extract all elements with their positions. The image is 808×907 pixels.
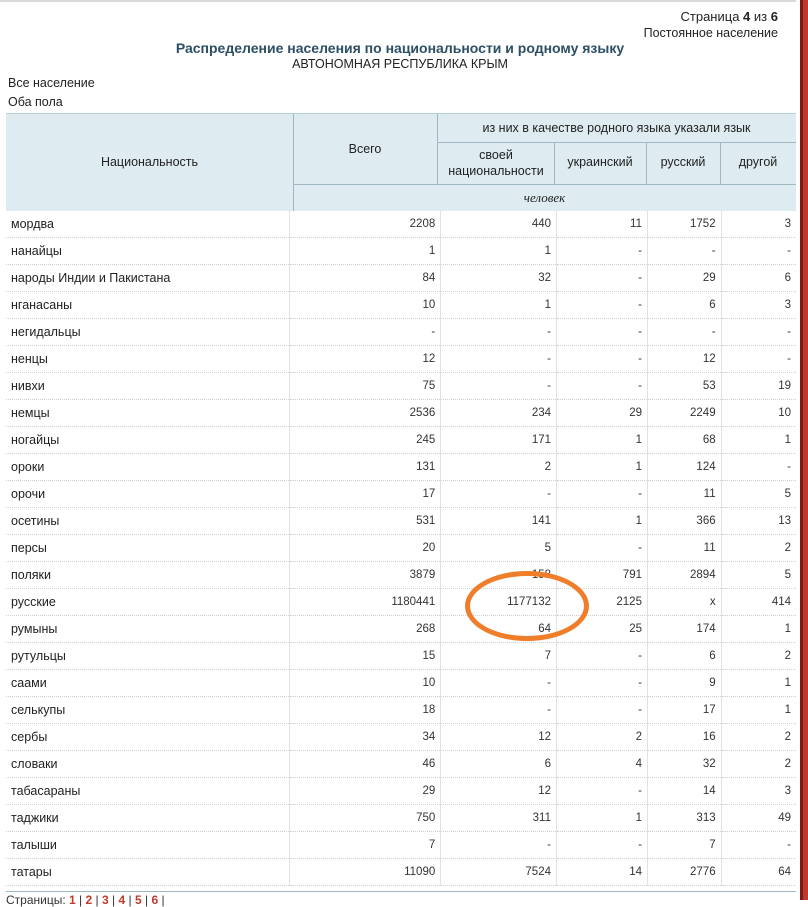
own-language-cell: 12 [441, 778, 557, 805]
own-language-cell: - [441, 346, 557, 373]
ukrainian-cell: 2 [557, 724, 648, 751]
other-cell: 3 [721, 292, 796, 319]
russian-cell: 11 [647, 481, 721, 508]
other-cell: 49 [721, 805, 796, 832]
own-language-cell: 311 [441, 805, 557, 832]
own-language-cell: 6 [441, 751, 557, 778]
own-language-cell: 234 [441, 400, 557, 427]
page-indicator [681, 9, 779, 24]
report-title: Распределение населения по национальности и родному языку [175, 40, 625, 56]
nationality-cell: поляки [6, 562, 289, 589]
other-cell: 1 [721, 670, 796, 697]
col-own-nationality: своей национальности [448, 148, 544, 178]
total-cell: 1180441 [289, 589, 440, 616]
table-row [6, 400, 796, 427]
other-cell: - [721, 832, 796, 859]
col-ukrainian: украинский [567, 155, 633, 169]
own-language-cell: 12 [441, 724, 557, 751]
nationality-cell: татары [6, 859, 289, 886]
table-header [6, 113, 796, 211]
top-rule [0, 0, 796, 2]
total-cell: 10 [289, 292, 440, 319]
own-language-cell: 141 [441, 508, 557, 535]
nationality-cell: рутульцы [6, 643, 289, 670]
russian-cell: 29 [647, 265, 721, 292]
table-row [6, 265, 796, 292]
ukrainian-cell: - [557, 778, 648, 805]
total-cell: 131 [289, 454, 440, 481]
russian-cell: 12 [647, 346, 721, 373]
table-row [6, 697, 796, 724]
other-cell: 13 [721, 508, 796, 535]
nationality-cell: персы [6, 535, 289, 562]
total-cell: 531 [289, 508, 440, 535]
russian-cell: 1752 [647, 211, 721, 238]
other-cell: - [721, 454, 796, 481]
own-language-cell: 7 [441, 643, 557, 670]
own-language-cell: 1 [441, 238, 557, 265]
table-row [6, 373, 796, 400]
russian-cell: 16 [647, 724, 721, 751]
table-row [6, 724, 796, 751]
total-cell: 46 [289, 751, 440, 778]
ukrainian-cell: - [557, 238, 648, 265]
russian-cell: 7 [647, 832, 721, 859]
page-of: из [753, 9, 768, 24]
russian-cell: 174 [647, 616, 721, 643]
ukrainian-cell: - [557, 832, 648, 859]
total-cell: 2208 [289, 211, 440, 238]
own-language-cell: 5 [441, 535, 557, 562]
nationality-cell: русские [6, 589, 289, 616]
russian-cell: 2776 [647, 859, 721, 886]
slide-edge [800, 0, 808, 900]
table-row [6, 859, 796, 886]
total-cell: - [289, 319, 440, 346]
sex-filter: Оба пола [8, 95, 63, 109]
table-row [6, 454, 796, 481]
total-cell: 15 [289, 643, 440, 670]
other-cell: 5 [721, 562, 796, 589]
nationality-cell: нганасаны [6, 292, 289, 319]
total-cell: 7 [289, 832, 440, 859]
table-row [6, 589, 796, 616]
population-type: Постоянное население [643, 26, 778, 40]
other-cell: - [721, 346, 796, 373]
nationality-cell: табасараны [6, 778, 289, 805]
ukrainian-cell: - [557, 697, 648, 724]
own-language-cell: 440 [441, 211, 557, 238]
ukrainian-cell: 1 [557, 427, 648, 454]
nationality-cell: сербы [6, 724, 289, 751]
ukrainian-cell: - [557, 535, 648, 562]
other-cell: 414 [721, 589, 796, 616]
total-cell: 268 [289, 616, 440, 643]
other-cell: 1 [721, 427, 796, 454]
other-cell: 2 [721, 751, 796, 778]
russian-cell: - [647, 319, 721, 346]
total-cell: 84 [289, 265, 440, 292]
nationality-cell: негидальцы [6, 319, 289, 346]
table-row [6, 832, 796, 859]
total-cell: 10 [289, 670, 440, 697]
russian-cell: 124 [647, 454, 721, 481]
ukrainian-cell: - [557, 346, 648, 373]
page-link-2[interactable]: 2 [85, 893, 93, 907]
table-row [6, 292, 796, 319]
unit-label: человек [523, 190, 566, 205]
ukrainian-cell: - [557, 319, 648, 346]
other-cell: 19 [721, 373, 796, 400]
total-cell: 11090 [289, 859, 440, 886]
page-total: 6 [770, 9, 778, 24]
other-cell: - [721, 319, 796, 346]
population-filter: Все население [8, 76, 95, 90]
table-row [6, 238, 796, 265]
own-language-cell: - [441, 481, 557, 508]
nationality-cell: ороки [6, 454, 289, 481]
page-link-4[interactable]: 4 [118, 893, 126, 907]
own-language-cell: 1177132 [441, 589, 557, 616]
russian-cell: 366 [647, 508, 721, 535]
russian-cell: 6 [647, 643, 721, 670]
table-row [6, 778, 796, 805]
table-row [6, 805, 796, 832]
ukrainian-cell: 2125 [557, 589, 648, 616]
table-row [6, 508, 796, 535]
own-language-cell: - [441, 670, 557, 697]
ukrainian-cell: - [557, 481, 648, 508]
table-row [6, 346, 796, 373]
own-language-cell: 171 [441, 427, 557, 454]
page-link-6[interactable]: 6 [151, 893, 159, 907]
nationality-cell: словаки [6, 751, 289, 778]
nationality-cell: нанайцы [6, 238, 289, 265]
nationality-cell: осетины [6, 508, 289, 535]
ukrainian-cell: 14 [557, 859, 648, 886]
total-cell: 18 [289, 697, 440, 724]
table-row [6, 481, 796, 508]
total-cell: 1 [289, 238, 440, 265]
other-cell: 5 [721, 481, 796, 508]
russian-cell: 32 [647, 751, 721, 778]
page-label: Страница [680, 9, 740, 24]
table-row [6, 319, 796, 346]
total-cell: 12 [289, 346, 440, 373]
total-cell: 75 [289, 373, 440, 400]
col-russian: русский [660, 155, 706, 169]
page-link-1[interactable]: 1 [69, 893, 76, 907]
pagination-label: Страницы: [6, 893, 66, 907]
other-cell: 1 [721, 697, 796, 724]
page-link-5[interactable]: 5 [134, 893, 142, 907]
table-row [6, 427, 796, 454]
table-row [6, 535, 796, 562]
col-nationality: Национальность [100, 155, 199, 169]
data-table [6, 211, 796, 886]
ukrainian-cell: 29 [557, 400, 648, 427]
russian-cell: 14 [647, 778, 721, 805]
other-cell: 64 [721, 859, 796, 886]
total-cell: 750 [289, 805, 440, 832]
ukrainian-cell: - [557, 265, 648, 292]
nationality-cell: народы Индии и Пакистана [6, 265, 289, 292]
other-cell: 1 [721, 616, 796, 643]
other-cell: 2 [721, 535, 796, 562]
nationality-cell: талыши [6, 832, 289, 859]
own-language-cell: 158 [441, 562, 557, 589]
own-language-cell: - [441, 373, 557, 400]
russian-cell: 17 [647, 697, 721, 724]
ukrainian-cell: 1 [557, 805, 648, 832]
russian-cell: 68 [647, 427, 721, 454]
col-total: Всего [348, 142, 382, 156]
total-cell: 245 [289, 427, 440, 454]
own-language-cell: - [441, 832, 557, 859]
ukrainian-cell: 1 [557, 508, 648, 535]
own-language-cell: 64 [441, 616, 557, 643]
russian-cell: 2894 [647, 562, 721, 589]
russian-cell: 9 [647, 670, 721, 697]
nationality-cell: нивхи [6, 373, 289, 400]
russian-cell: 313 [647, 805, 721, 832]
other-cell: 3 [721, 778, 796, 805]
other-cell: - [721, 238, 796, 265]
nationality-cell: немцы [6, 400, 289, 427]
own-language-cell: 7524 [441, 859, 557, 886]
total-cell: 34 [289, 724, 440, 751]
total-cell: 20 [289, 535, 440, 562]
nationality-cell: саами [6, 670, 289, 697]
table-row [6, 616, 796, 643]
total-cell: 2536 [289, 400, 440, 427]
nationality-cell: румыны [6, 616, 289, 643]
region-name: АВТОНОМНАЯ РЕСПУБЛИКА КРЫМ [292, 57, 508, 71]
col-other: другой [738, 155, 778, 169]
col-group-native-language: из них в качестве родного языка указали язык [482, 121, 751, 135]
own-language-cell: 2 [441, 454, 557, 481]
other-cell: 3 [721, 211, 796, 238]
ukrainian-cell: - [557, 670, 648, 697]
ukrainian-cell: 4 [557, 751, 648, 778]
russian-cell: 6 [647, 292, 721, 319]
own-language-cell: - [441, 319, 557, 346]
total-cell: 3879 [289, 562, 440, 589]
ukrainian-cell: 1 [557, 454, 648, 481]
ukrainian-cell: 11 [557, 211, 648, 238]
russian-cell: 11 [647, 535, 721, 562]
table-row [6, 751, 796, 778]
ukrainian-cell: - [557, 643, 648, 670]
page-link-3[interactable]: 3 [101, 893, 109, 907]
other-cell: 6 [721, 265, 796, 292]
table-row [6, 562, 796, 589]
russian-cell: x [647, 589, 721, 616]
table-row [6, 670, 796, 697]
russian-cell: 53 [647, 373, 721, 400]
other-cell: 2 [721, 724, 796, 751]
table-row [6, 643, 796, 670]
total-cell: 17 [289, 481, 440, 508]
pagination: Страницы: 1 | 2 | 3 | 4 | 5 | 6 | [6, 893, 165, 907]
ukrainian-cell: 25 [557, 616, 648, 643]
nationality-cell: селькупы [6, 697, 289, 724]
russian-cell: - [647, 238, 721, 265]
table-row [6, 211, 796, 238]
nationality-cell: мордва [6, 211, 289, 238]
nationality-cell: орочи [6, 481, 289, 508]
other-cell: 10 [721, 400, 796, 427]
russian-cell: 2249 [647, 400, 721, 427]
ukrainian-cell: 791 [557, 562, 648, 589]
nationality-cell: таджики [6, 805, 289, 832]
ukrainian-cell: - [557, 292, 648, 319]
total-cell: 29 [289, 778, 440, 805]
footer-rule [6, 891, 796, 892]
own-language-cell: 1 [441, 292, 557, 319]
ukrainian-cell: - [557, 373, 648, 400]
nationality-cell: ненцы [6, 346, 289, 373]
other-cell: 2 [721, 643, 796, 670]
own-language-cell: - [441, 697, 557, 724]
own-language-cell: 32 [441, 265, 557, 292]
nationality-cell: ногайцы [6, 427, 289, 454]
page-current: 4 [743, 9, 751, 24]
